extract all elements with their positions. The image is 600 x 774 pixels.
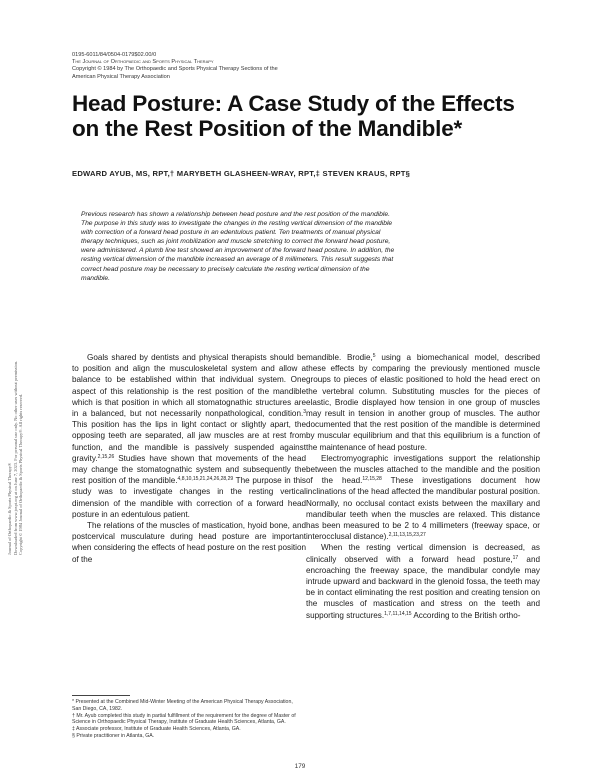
body-paragraph: When the resting vertical dimension is decreased, as clinically observed with a forward head posture,$^{17}$ and encroaching the freeway space, the mandibular condyle may intrude upward and backward in the glenoid fossa, the teeth may be in contact eliminating the rest position and creating tension on the muscles of mastication and stress on the teeth and supporting structures.$^{1,7,11,14,15}$ According to the British ortho- — [306, 543, 540, 620]
body-paragraph: mandible. Brodie,$^5$ using a biomechanical model, described these effects by comparing the previously mentioned muscle groups to pieces of elastic positioned to hold the head erect on the vertebral column. Substituting muscles for the pieces of elastic, Brodie displayed how tension in one group of muscles may result in tension in another group of muscles. The author documented that the rest position of the mandible is determined by muscular equilibrium and that this equilibrium is a function of the maintenance of head posture. — [306, 353, 540, 452]
body-column-left — [72, 352, 306, 565]
footnote: * Presented at the Combined Mid-Winter Meeting of the American Physical Therapy Association, San Diego, CA, 1982. — [72, 699, 293, 712]
footnote-divider — [72, 695, 130, 696]
body-column-right — [306, 352, 540, 621]
masthead-line: American Physical Therapy Association — [72, 73, 170, 80]
author-line: EDWARD AYUB, MS, RPT,† MARYBETH GLASHEEN-WRAY, RPT,‡ STEVEN KRAUS, RPT§ — [72, 169, 411, 178]
page-number: 179 — [294, 763, 306, 770]
masthead-line: Copyright © 1984 by The Orthopaedic and Sports Physical Therapy Sections of the — [72, 66, 278, 73]
article-title: Head Posture: A Case Study of the Effects on the Rest Position of the Mandible* — [72, 91, 515, 141]
footnotes — [72, 699, 302, 740]
margin-note-line: Journal of Orthopaedic & Sports Physical Therapy® — [7, 462, 12, 555]
footnote: § Private practitioner in Atlanta, GA. — [72, 732, 155, 739]
footnote: † Mr. Ayub completed this study in partial fulfillment of the requirement for the degree of Master of Science in Orthopaedic Physical Therapy, Institute of Graduate Health Sciences, Atlanta, GA. — [72, 712, 296, 726]
body-paragraph: Electromyographic investigations support the relationship between the muscles attached to the mandible and the position of the head.$^{12,15,28}$ These investigations document how inclinations of the head affected the mandibular postural position. Normally, no occlusal contact exists between the maxillary and mandibular teeth when the muscles are relaxed. This distance has been measured to be 2 to 4 millimeters (freeway space, or interocclusal distance).$^{2,11,13,15,23,27}$ — [306, 453, 541, 542]
margin-note-line: Downloaded from www.jospt.org at on June 7, 2023. For personal use only. No other uses without permission. — [12, 360, 18, 555]
body-paragraph: The relations of the muscles of mastication, hyoid bone, and postcervical musculature during head posture are important when considering the effects of head posture on the rest position of the — [72, 521, 306, 564]
body-paragraph: Goals shared by dentists and physical therapists should be to position and align the musculoskeletal system and allow a balance to be established within that individual system. One aspect of this relationship is the rest position of the mandible which is that position in which all stomatognathic structures are in a balanced, but not necessarily nonpathological, condition.$^3$ This position has the lips in light contact or slightly apart, the opposing teeth are separated, all jaw muscles are at rest from function, and the mandible is passively suspended against gravity.$^{2,15,26}$ Studies have shown that movements of the head may change the stomatognathic system and subsequently the rest position of the mandible.$^{4,8,10,15,21,24,26,28,29}$ The purpose in this study was to investigate changes in the resting vertical dimension of the mandible with correction of a forward head posture in an edentulous patient. — [72, 353, 306, 519]
footnote: ‡ Associate professor, Institute of Graduate Health Sciences, Atlanta, GA. — [72, 726, 241, 733]
masthead-line: 0195-6011/84/0504-0179$02.00/0 — [72, 52, 157, 58]
margin-note-line: Copyright © 1984 Journal of Orthopaedic & Sports Physical Therapy®. All rights reserved. — [18, 393, 23, 555]
margin-download-note — [7, 215, 24, 555]
journal-masthead — [72, 52, 492, 81]
abstract: Previous research has shown a relationship between head posture and the rest position of the mandible. The purpose in this study was to investigate the changes in the resting vertical dimension of the mandible with correction of a forward head posture in an edentulous patient. Ten treatments of manual physical therapy techniques, such as joint mobilization and muscle stretching to correct the forward head posture, were administered. A plumb line test showed an improvement of the forward head posture. In addition, the resting vertical dimension of the mandible increased an average of 8 millimeters. This result suggests that correct head posture may be necessary to precisely calculate the resting vertical dimension of the mandible. — [81, 211, 395, 282]
masthead-line: The Journal of Orthopaedic and Sports Physical Therapy — [72, 59, 214, 66]
